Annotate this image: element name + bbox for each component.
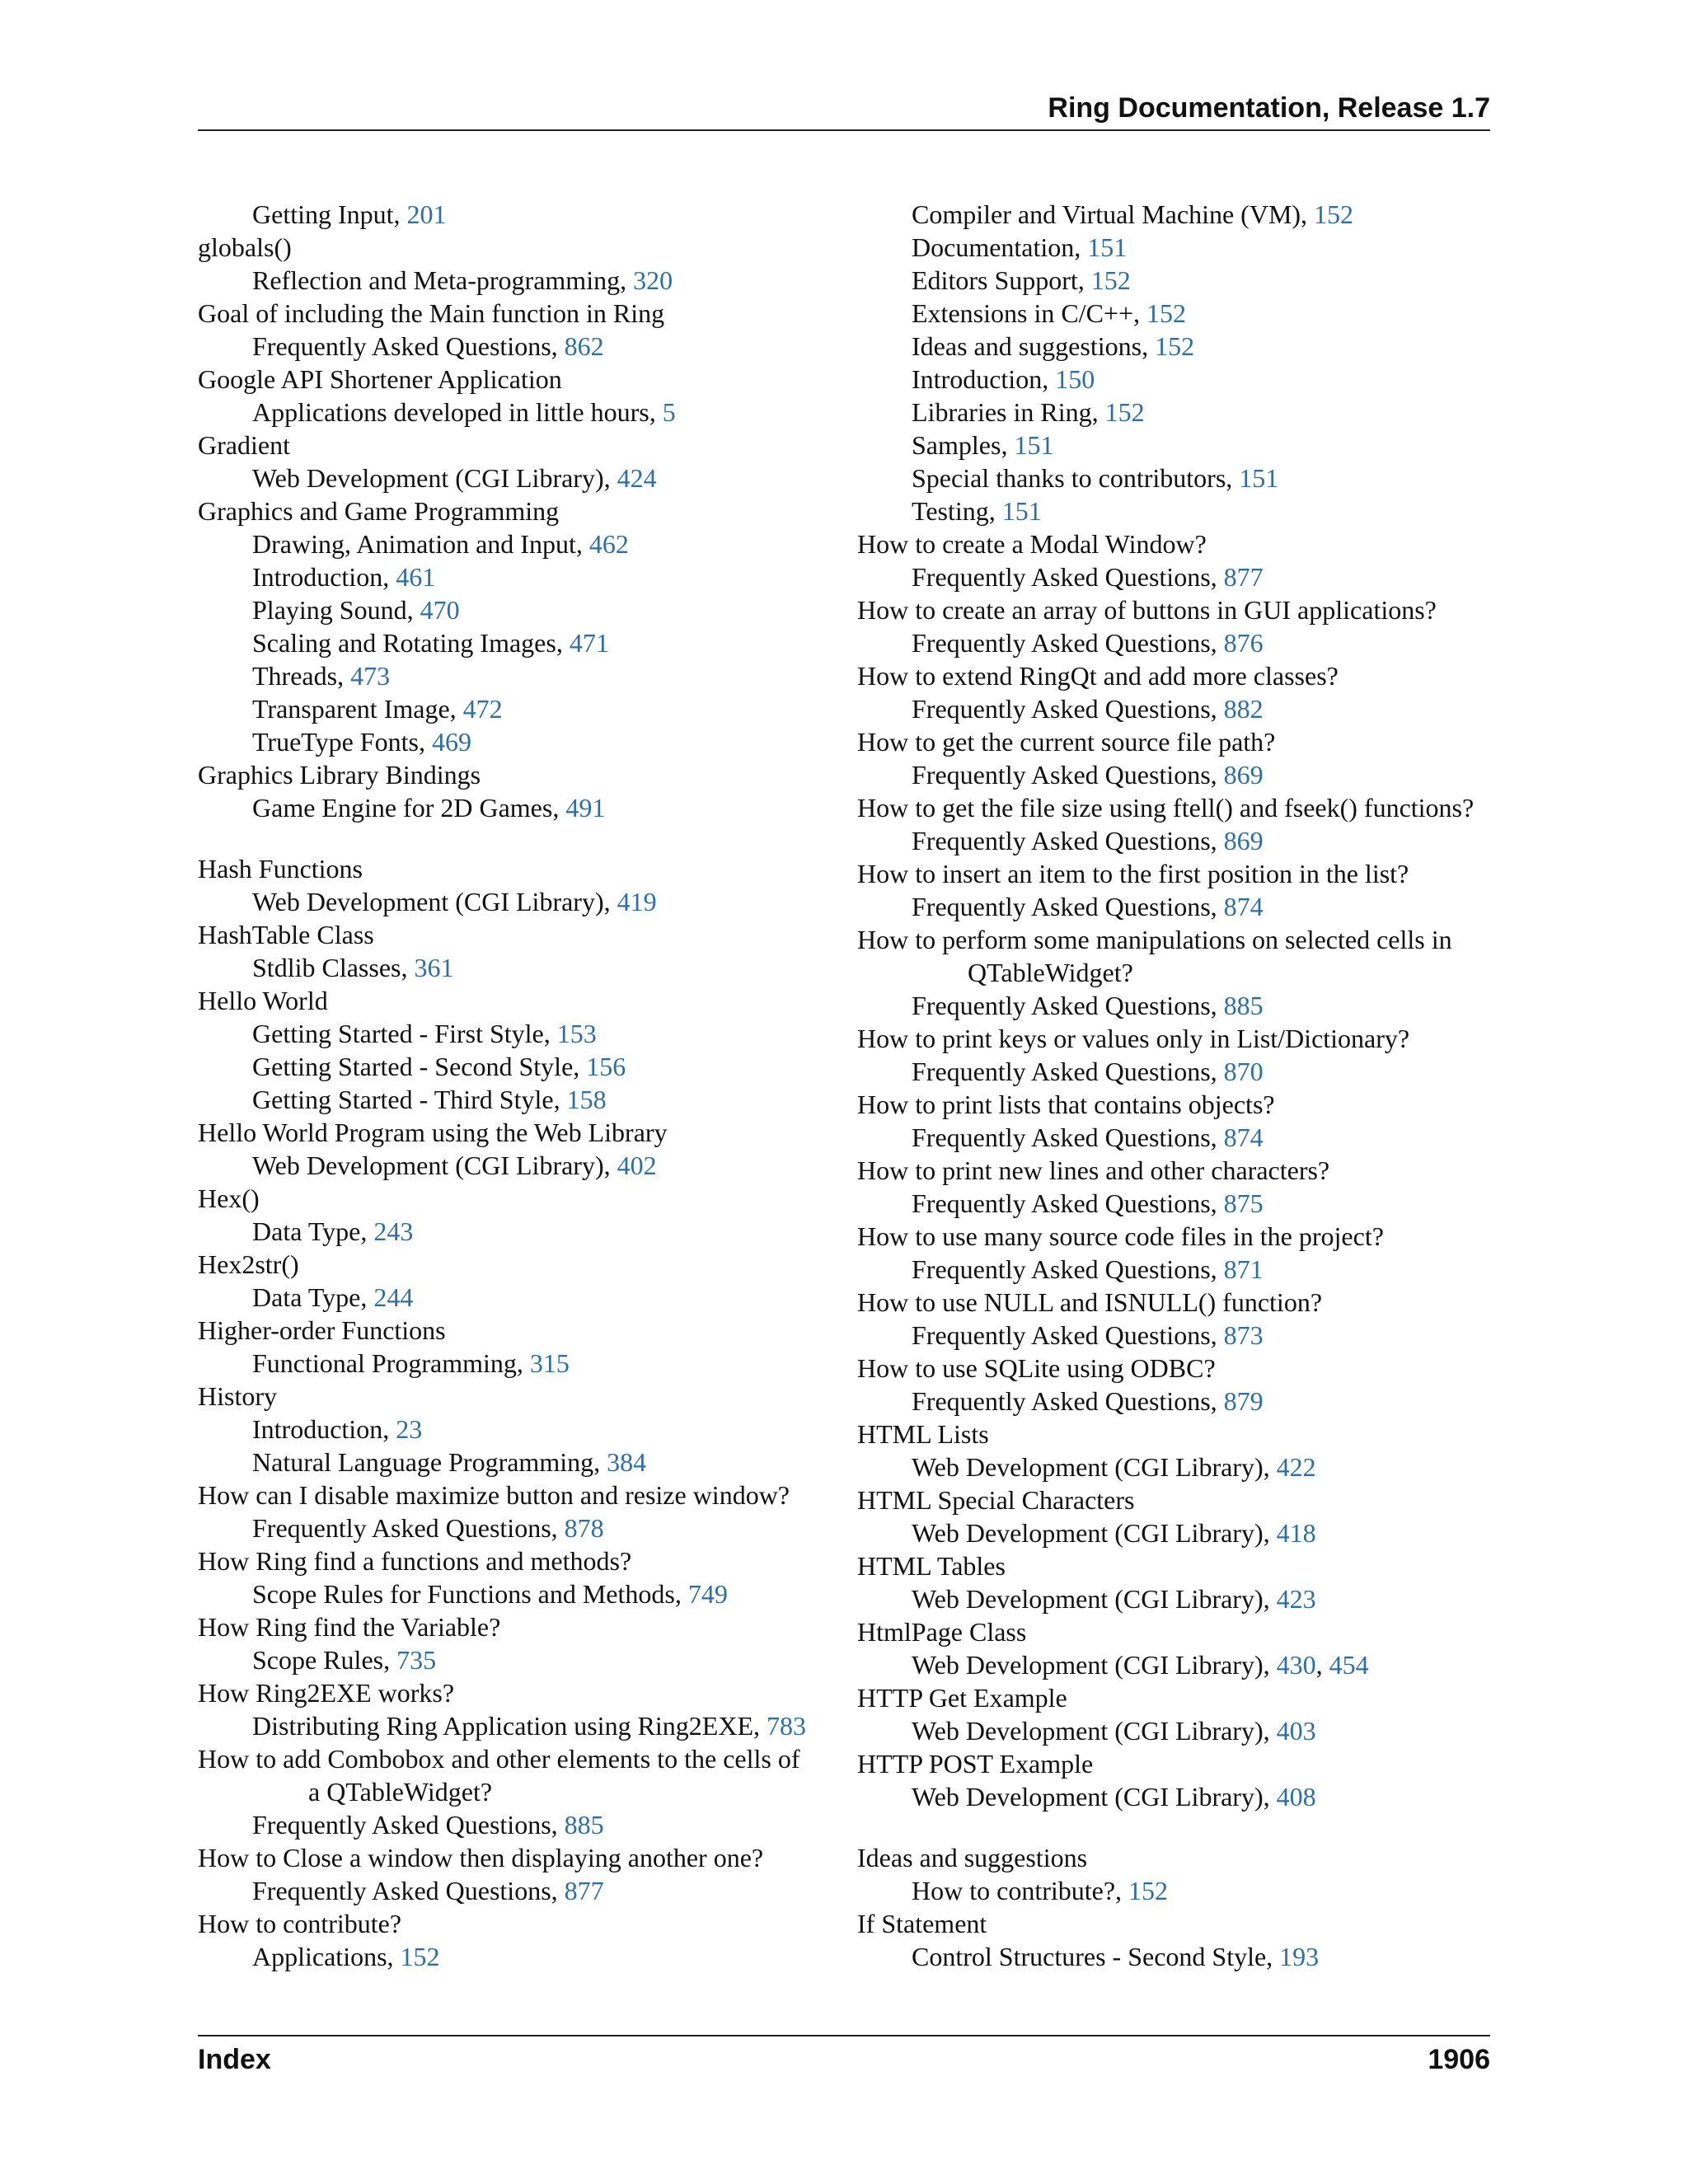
- index-subentry: [857, 1714, 1492, 1747]
- entry-text: Frequently Asked Questions,: [912, 991, 1224, 1020]
- entry-text: How to use many source code files in the project?: [857, 1221, 1384, 1251]
- entry-text: Scaling and Rotating Images,: [252, 628, 570, 658]
- entry-text: Natural Language Programming,: [252, 1447, 607, 1477]
- entry-text: Getting Started - Third Style,: [252, 1085, 567, 1114]
- entry-text: Frequently Asked Questions,: [252, 331, 565, 361]
- index-term: [198, 1610, 832, 1643]
- index-subentry: [857, 1516, 1492, 1549]
- page-link[interactable]: 152: [1155, 331, 1195, 361]
- page-link[interactable]: 873: [1223, 1320, 1264, 1350]
- index-term: [857, 1220, 1492, 1253]
- index-subentry: [857, 824, 1492, 857]
- entry-text: Google API Shortener Application: [198, 364, 562, 394]
- index-subentry: [198, 1215, 832, 1248]
- page-link[interactable]: 423: [1276, 1584, 1316, 1614]
- index-term: [857, 1681, 1492, 1714]
- index-term: [857, 1841, 1492, 1874]
- entry-text: Data Type,: [252, 1216, 374, 1246]
- entry-text: Functional Programming,: [252, 1348, 530, 1378]
- entry-text: Frequently Asked Questions,: [912, 1122, 1224, 1152]
- index-term: [198, 1479, 832, 1511]
- letter-group-gap: [198, 824, 832, 852]
- index-term: [198, 1116, 832, 1149]
- entry-text: HTML Special Characters: [857, 1485, 1135, 1515]
- entry-text: Hello World: [198, 986, 328, 1015]
- index-column-right: [857, 198, 1492, 1973]
- entry-text: Playing Sound,: [252, 595, 420, 625]
- entry-text: Graphics and Game Programming: [198, 496, 560, 526]
- index-subentry: [198, 330, 832, 363]
- page-link[interactable]: 152: [1090, 265, 1131, 295]
- index-term: [198, 1544, 832, 1577]
- entry-text: Frequently Asked Questions,: [912, 1057, 1224, 1086]
- entry-text: Frequently Asked Questions,: [912, 694, 1224, 724]
- entry-text: How Ring find a functions and methods?: [198, 1546, 632, 1576]
- page-link[interactable]: 408: [1276, 1782, 1316, 1811]
- page-link[interactable]: 315: [529, 1348, 570, 1378]
- entry-text: Hello World Program using the Web Library: [198, 1118, 668, 1147]
- entry-text: HTTP Get Example: [857, 1683, 1067, 1713]
- entry-text: Introduction,: [252, 1414, 396, 1444]
- index-term: [198, 918, 832, 951]
- index-term: [857, 1154, 1492, 1187]
- header-rule: [198, 129, 1490, 131]
- index-subentry: [198, 1446, 832, 1479]
- page-link[interactable]: 193: [1279, 1942, 1320, 1971]
- page-link[interactable]: 5: [662, 397, 676, 427]
- entry-text: If Statement: [857, 1909, 987, 1938]
- index-term: [198, 363, 832, 396]
- entry-text: Applications developed in little hours,: [252, 397, 663, 427]
- entry-text: Gradient: [198, 430, 290, 460]
- index-term: [857, 1286, 1492, 1319]
- index-subentry: [198, 1709, 832, 1742]
- page-link[interactable]: 470: [420, 595, 460, 625]
- entry-text: Extensions in C/C++,: [912, 298, 1146, 328]
- entry-text: HashTable Class: [198, 920, 374, 949]
- page-link[interactable]: 461: [396, 562, 436, 592]
- index-subentry: [198, 527, 832, 560]
- entry-text: Getting Started - First Style,: [252, 1019, 557, 1048]
- index-subentry: [198, 692, 832, 725]
- entry-text: Frequently Asked Questions,: [912, 1320, 1224, 1350]
- page-link[interactable]: 430: [1276, 1650, 1316, 1680]
- index-term: [857, 1907, 1492, 1940]
- entry-text: Web Development (CGI Library),: [912, 1782, 1277, 1811]
- page-link[interactable]: 151: [1239, 463, 1279, 493]
- page-link[interactable]: 201: [406, 199, 447, 229]
- page-link[interactable]: 462: [588, 529, 629, 559]
- index-subentry: [857, 1780, 1492, 1813]
- page-link[interactable]: 879: [1223, 1386, 1264, 1416]
- index-subentry: [198, 1643, 832, 1676]
- page-link[interactable]: 151: [1087, 232, 1128, 262]
- index-subentry: [857, 989, 1492, 1022]
- entry-text: Transparent Image,: [252, 694, 463, 724]
- index-term: [857, 923, 1492, 956]
- page-link[interactable]: 403: [1276, 1716, 1316, 1746]
- page-link[interactable]: 158: [566, 1085, 607, 1114]
- index-term: [198, 297, 832, 330]
- page-link[interactable]: 876: [1223, 628, 1264, 658]
- index-subentry: [857, 363, 1492, 396]
- index-term: [857, 791, 1492, 824]
- entry-text: How to contribute?,: [912, 1876, 1129, 1905]
- entry-text: Web Development (CGI Library),: [912, 1584, 1277, 1614]
- entry-text: How Ring find the Variable?: [198, 1612, 501, 1642]
- running-header: Ring Documentation, Release 1.7: [1048, 92, 1490, 124]
- index-subentry: [857, 1253, 1492, 1286]
- entry-text: Hash Functions: [198, 854, 363, 883]
- index-subentry: [198, 1577, 832, 1610]
- entry-text: Reflection and Meta-programming,: [252, 265, 634, 295]
- index-subentry: [857, 1874, 1492, 1907]
- index-subentry: [857, 396, 1492, 429]
- index-subentry: [857, 1187, 1492, 1220]
- index-subentry: [857, 890, 1492, 923]
- index-subentry: [857, 1582, 1492, 1615]
- page-link[interactable]: 471: [569, 628, 609, 658]
- page-link[interactable]: 152: [1314, 199, 1354, 229]
- index-subentry: [857, 1385, 1492, 1418]
- entry-text: Hex2str(): [198, 1249, 299, 1279]
- entry-text: Samples,: [912, 430, 1015, 460]
- index-term: [857, 527, 1492, 560]
- index-column-left: [198, 198, 832, 1973]
- page-link[interactable]: 23: [396, 1414, 423, 1444]
- page-link[interactable]: 869: [1223, 760, 1264, 790]
- entry-text: Higher-order Functions: [198, 1315, 446, 1345]
- entry-text: Compiler and Virtual Machine (VM),: [912, 199, 1315, 229]
- entry-text: Frequently Asked Questions,: [912, 1254, 1224, 1284]
- index-subentry: [857, 297, 1492, 330]
- page-link[interactable]: 153: [556, 1019, 597, 1048]
- page-link[interactable]: 877: [564, 1876, 604, 1905]
- page-separator: ,: [1315, 1650, 1329, 1680]
- entry-text: How to extend RingQt and add more classes?: [857, 661, 1339, 691]
- index-subentry: [857, 231, 1492, 264]
- index-subentry: [198, 1347, 832, 1380]
- index-subentry: [198, 1511, 832, 1544]
- entry-text: Editors Support,: [912, 265, 1091, 295]
- page-link[interactable]: 473: [350, 661, 391, 691]
- index-subentry: [198, 264, 832, 297]
- page-link[interactable]: 885: [564, 1810, 604, 1840]
- entry-text: Frequently Asked Questions,: [912, 628, 1224, 658]
- page-link[interactable]: 402: [617, 1151, 657, 1180]
- index-subentry: [198, 1050, 832, 1083]
- entry-text: Testing,: [912, 496, 1002, 526]
- index-term: [198, 231, 832, 264]
- entry-text: Web Development (CGI Library),: [912, 1716, 1277, 1746]
- entry-text: Getting Input,: [252, 199, 407, 229]
- entry-text: a QTableWidget?: [308, 1777, 493, 1807]
- page-link[interactable]: 151: [1001, 496, 1042, 526]
- index-term: [857, 1418, 1492, 1451]
- index-subentry: [198, 1808, 832, 1841]
- entry-text: Drawing, Animation and Input,: [252, 529, 589, 559]
- page-link[interactable]: 882: [1223, 694, 1264, 724]
- page-link[interactable]: 152: [1104, 397, 1145, 427]
- entry-text: Frequently Asked Questions,: [252, 1513, 565, 1543]
- index-subentry: [198, 725, 832, 758]
- entry-text: How to print keys or values only in List/Dictionary?: [857, 1024, 1410, 1053]
- entry-text: Introduction,: [252, 562, 396, 592]
- entry-text: How to insert an item to the first position in the list?: [857, 859, 1409, 888]
- page-link[interactable]: 783: [767, 1711, 806, 1741]
- index-term: [198, 429, 832, 462]
- page-link[interactable]: 152: [400, 1942, 440, 1971]
- entry-text: How to use NULL and ISNULL() function?: [857, 1287, 1323, 1317]
- page-link[interactable]: 874: [1223, 892, 1264, 921]
- entry-text: Frequently Asked Questions,: [912, 760, 1224, 790]
- index-subentry: [198, 1874, 832, 1907]
- page-link[interactable]: 422: [1276, 1452, 1316, 1482]
- page-link[interactable]: 472: [462, 694, 503, 724]
- entry-text: Threads,: [252, 661, 351, 691]
- entry-text: Frequently Asked Questions,: [252, 1876, 565, 1905]
- entry-text: Frequently Asked Questions,: [912, 1188, 1224, 1218]
- index-term-continuation: [857, 956, 1492, 989]
- entry-text: HTML Lists: [857, 1419, 989, 1449]
- index-subentry: [857, 1121, 1492, 1154]
- index-term: [198, 1907, 832, 1940]
- index-term: [857, 725, 1492, 758]
- index-subentry: [198, 1281, 832, 1314]
- index-term: [198, 1841, 832, 1874]
- page-link[interactable]: 150: [1055, 364, 1095, 394]
- index-term: [857, 1483, 1492, 1516]
- page-link[interactable]: 869: [1223, 826, 1264, 855]
- page-link[interactable]: 424: [617, 463, 657, 493]
- entry-text: How to contribute?: [198, 1909, 402, 1938]
- index-term: [198, 1380, 832, 1413]
- index-subentry: [857, 1451, 1492, 1483]
- entry-text: How to print new lines and other characters?: [857, 1155, 1330, 1185]
- index-subentry: [198, 396, 832, 429]
- page-link[interactable]: 152: [1128, 1876, 1169, 1905]
- entry-text: Libraries in Ring,: [912, 397, 1105, 427]
- index-subentry: [198, 1083, 832, 1116]
- entry-text: How to print lists that contains objects?: [857, 1090, 1275, 1119]
- footer-rule: [198, 2035, 1490, 2036]
- index-subentry: [857, 429, 1492, 462]
- entry-text: History: [198, 1381, 277, 1411]
- page-link[interactable]: 862: [564, 331, 604, 361]
- index-subentry: [198, 1413, 832, 1446]
- index-subentry: [857, 330, 1492, 363]
- index-term: [857, 593, 1492, 626]
- entry-text: Applications,: [252, 1942, 401, 1971]
- index-subentry: [198, 593, 832, 626]
- entry-text: HtmlPage Class: [857, 1617, 1027, 1647]
- entry-text: How to create an array of buttons in GUI applications?: [857, 595, 1437, 625]
- entry-text: HTML Tables: [857, 1551, 1006, 1581]
- page-link[interactable]: 875: [1223, 1188, 1264, 1218]
- page-link[interactable]: 419: [617, 887, 657, 916]
- entry-text: QTableWidget?: [968, 958, 1133, 987]
- entry-text: Hex(): [198, 1183, 260, 1213]
- index-subentry: [857, 1055, 1492, 1088]
- index-subentry: [857, 692, 1492, 725]
- page-link[interactable]: 454: [1329, 1650, 1369, 1680]
- entry-text: TrueType Fonts,: [252, 727, 432, 757]
- page-number: 1906: [1428, 2044, 1490, 2075]
- index-term: [198, 1676, 832, 1709]
- entry-text: Frequently Asked Questions,: [912, 1386, 1224, 1416]
- entry-text: How to get the current source file path?: [857, 727, 1276, 757]
- entry-text: Frequently Asked Questions,: [912, 826, 1224, 855]
- page-link[interactable]: 384: [607, 1447, 647, 1477]
- page-link[interactable]: 151: [1014, 430, 1054, 460]
- index-term: [857, 1352, 1492, 1385]
- page-link[interactable]: 156: [586, 1052, 626, 1081]
- page-link[interactable]: 749: [687, 1579, 728, 1609]
- entry-text: How Ring2EXE works?: [198, 1678, 455, 1708]
- footer-section-label: Index: [198, 2044, 271, 2075]
- index-term: [857, 1088, 1492, 1121]
- index-term: [857, 1022, 1492, 1055]
- page-link[interactable]: 878: [564, 1513, 604, 1543]
- entry-text: How to add Combobox and other elements to the cells of: [198, 1744, 800, 1774]
- index-subentry: [857, 560, 1492, 593]
- entry-text: Web Development (CGI Library),: [252, 463, 617, 493]
- page-link[interactable]: 152: [1146, 298, 1186, 328]
- index-term: [857, 1615, 1492, 1648]
- index-term: [198, 1314, 832, 1347]
- index-subentry: [198, 462, 832, 494]
- index-subentry: [857, 264, 1492, 297]
- entry-text: Frequently Asked Questions,: [252, 1810, 565, 1840]
- entry-text: Introduction,: [912, 364, 1056, 394]
- entry-text: Special thanks to contributors,: [912, 463, 1240, 493]
- page-link[interactable]: 418: [1276, 1518, 1316, 1548]
- index-term: [198, 494, 832, 527]
- index-subentry: [198, 659, 832, 692]
- index-term: [198, 758, 832, 791]
- entry-text: Data Type,: [252, 1282, 374, 1312]
- entry-text: How to Close a window then displaying another one?: [198, 1843, 764, 1872]
- index-term-continuation: [198, 1775, 832, 1808]
- index-subentry: [198, 626, 832, 659]
- index-term: [857, 659, 1492, 692]
- entry-text: Getting Started - Second Style,: [252, 1052, 587, 1081]
- index-subentry: [198, 198, 832, 231]
- page-link[interactable]: 243: [373, 1216, 414, 1246]
- entry-text: Graphics Library Bindings: [198, 760, 481, 790]
- index-subentry: [198, 1017, 832, 1050]
- entry-text: Web Development (CGI Library),: [912, 1650, 1277, 1680]
- entry-text: Ideas and suggestions,: [912, 331, 1156, 361]
- page-link[interactable]: 469: [431, 727, 471, 757]
- index-subentry: [198, 1149, 832, 1182]
- entry-text: Web Development (CGI Library),: [912, 1518, 1277, 1548]
- entry-text: Goal of including the Main function in Ring: [198, 298, 665, 328]
- entry-text: How to create a Modal Window?: [857, 529, 1207, 559]
- index-subentry: [198, 885, 832, 918]
- index-subentry: [857, 758, 1492, 791]
- index-subentry: [198, 560, 832, 593]
- page-link[interactable]: 871: [1223, 1254, 1264, 1284]
- page-link[interactable]: 491: [565, 793, 606, 823]
- index-term: [198, 1182, 832, 1215]
- entry-text: How to use SQLite using ODBC?: [857, 1353, 1216, 1383]
- entry-text: Control Structures - Second Style,: [912, 1942, 1280, 1971]
- index-subentry: [857, 494, 1492, 527]
- entry-text: HTTP POST Example: [857, 1749, 1094, 1779]
- entry-text: Ideas and suggestions: [857, 1843, 1088, 1872]
- index-subentry: [857, 198, 1492, 231]
- index-subentry: [857, 1319, 1492, 1352]
- page-link[interactable]: 244: [373, 1282, 414, 1312]
- entry-text: How can I disable maximize button and resize window?: [198, 1480, 790, 1510]
- page-link[interactable]: 870: [1223, 1057, 1264, 1086]
- entry-text: Distributing Ring Application using Ring2EXE,: [252, 1711, 767, 1741]
- entry-text: Documentation,: [912, 232, 1088, 262]
- entry-text: Web Development (CGI Library),: [912, 1452, 1277, 1482]
- entry-text: globals(): [198, 232, 292, 262]
- entry-text: Web Development (CGI Library),: [252, 887, 617, 916]
- page-link[interactable]: 874: [1223, 1122, 1264, 1152]
- page-link[interactable]: 361: [414, 953, 454, 982]
- page-link[interactable]: 885: [1223, 991, 1264, 1020]
- index-term: [857, 1549, 1492, 1582]
- entry-text: Scope Rules,: [252, 1645, 397, 1675]
- index-subentry: [198, 791, 832, 824]
- entry-text: Scope Rules for Functions and Methods,: [252, 1579, 688, 1609]
- index-subentry: [198, 951, 832, 984]
- index-term: [198, 984, 832, 1017]
- index-subentry: [198, 1940, 832, 1973]
- entry-text: Game Engine for 2D Games,: [252, 793, 566, 823]
- entry-text: Stdlib Classes,: [252, 953, 415, 982]
- entry-text: Frequently Asked Questions,: [912, 562, 1224, 592]
- entry-text: How to perform some manipulations on selected cells in: [857, 925, 1452, 954]
- index-term: [198, 852, 832, 885]
- index-term: [857, 1747, 1492, 1780]
- entry-text: How to get the file size using ftell() and fseek() functions?: [857, 793, 1475, 823]
- index-subentry: [857, 626, 1492, 659]
- index-term: [857, 857, 1492, 890]
- page-link[interactable]: 877: [1223, 562, 1264, 592]
- entry-text: Web Development (CGI Library),: [252, 1151, 617, 1180]
- entry-text: Frequently Asked Questions,: [912, 892, 1224, 921]
- page-link[interactable]: 320: [633, 265, 673, 295]
- index-subentry: [857, 1648, 1492, 1681]
- index-subentry: [857, 462, 1492, 494]
- letter-group-gap: [857, 1813, 1492, 1841]
- index-subentry: [857, 1940, 1492, 1973]
- index-term: [198, 1248, 832, 1281]
- page-link[interactable]: 735: [396, 1645, 437, 1675]
- index-term: [198, 1742, 832, 1775]
